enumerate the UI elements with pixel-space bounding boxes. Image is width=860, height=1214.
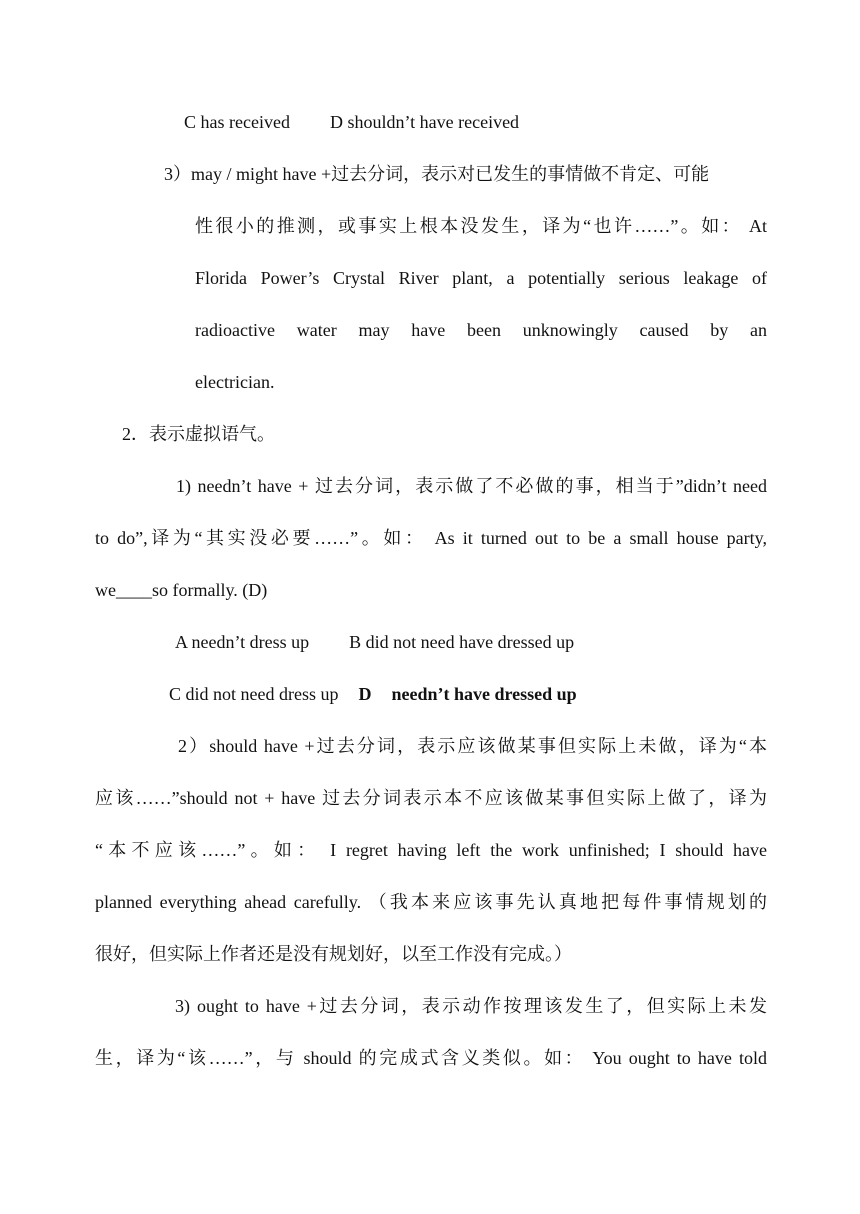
sub-2-text-1: 应该……”should not + have 过去分词表示本不应该做某事但实际上做了，译为	[95, 788, 767, 808]
item-3-text-1: 性很小的推测，或事实上根本没发生，译为“也许……”。如： At	[195, 216, 767, 236]
option-d-letter: D	[358, 684, 372, 704]
option-line-cd-1	[184, 110, 519, 134]
option-d: D shouldn’t have received	[329, 112, 520, 132]
option-b: B did not need have dressed up	[349, 632, 575, 652]
option-d-answer: needn’t have dressed up	[391, 684, 577, 704]
sub-3-heading: 3) ought to have +过去分词，表示动作按理该发生了，但实际上未发	[175, 996, 767, 1016]
section-2-heading: 2．表示虚拟语气。	[122, 424, 275, 444]
item-3-heading: 3）may / might have +过去分词，表示对已发生的事情做不肯定、可能	[164, 164, 710, 184]
option-c: C has received	[184, 112, 290, 132]
sub-1-text-2: we____so formally. (D)	[95, 580, 268, 600]
item-3-text-4: electrician.	[195, 372, 275, 392]
sub-2-text-4: 很好，但实际上作者还是没有规划好，以至工作没有完成。）	[95, 944, 572, 964]
sub-2-text-3: planned everything ahead carefully. （我本来应该事先认真地把每件事情规划的	[95, 892, 767, 912]
item-3-text-2: Florida Power’s Crystal River plant, a potentially serious leakage of	[195, 268, 767, 288]
option-c-2: C did not need dress up	[169, 684, 339, 704]
option-line-ab	[175, 630, 574, 654]
option-line-cd-2	[169, 682, 577, 706]
sub-1-text-1: to do”,译为“其实没必要……”。如： As it turned out to be a small house party,	[95, 528, 767, 548]
sub-2-heading: 2）should have +过去分词，表示应该做某事但实际上未做，译为“本	[178, 736, 767, 756]
option-a: A needn’t dress up	[175, 632, 310, 652]
sub-1-heading: 1) needn’t have + 过去分词，表示做了不必做的事，相当于”didn’t need	[176, 476, 767, 496]
item-3-text-3: radioactive water may have been unknowingly caused by an	[195, 320, 767, 340]
sub-2-text-2: “本不应该……”。如： I regret having left the work unfinished; I should have	[95, 840, 767, 860]
sub-3-text-1: 生，译为“该……”，与 should 的完成式含义类似。如： You ought to have told	[95, 1048, 767, 1068]
